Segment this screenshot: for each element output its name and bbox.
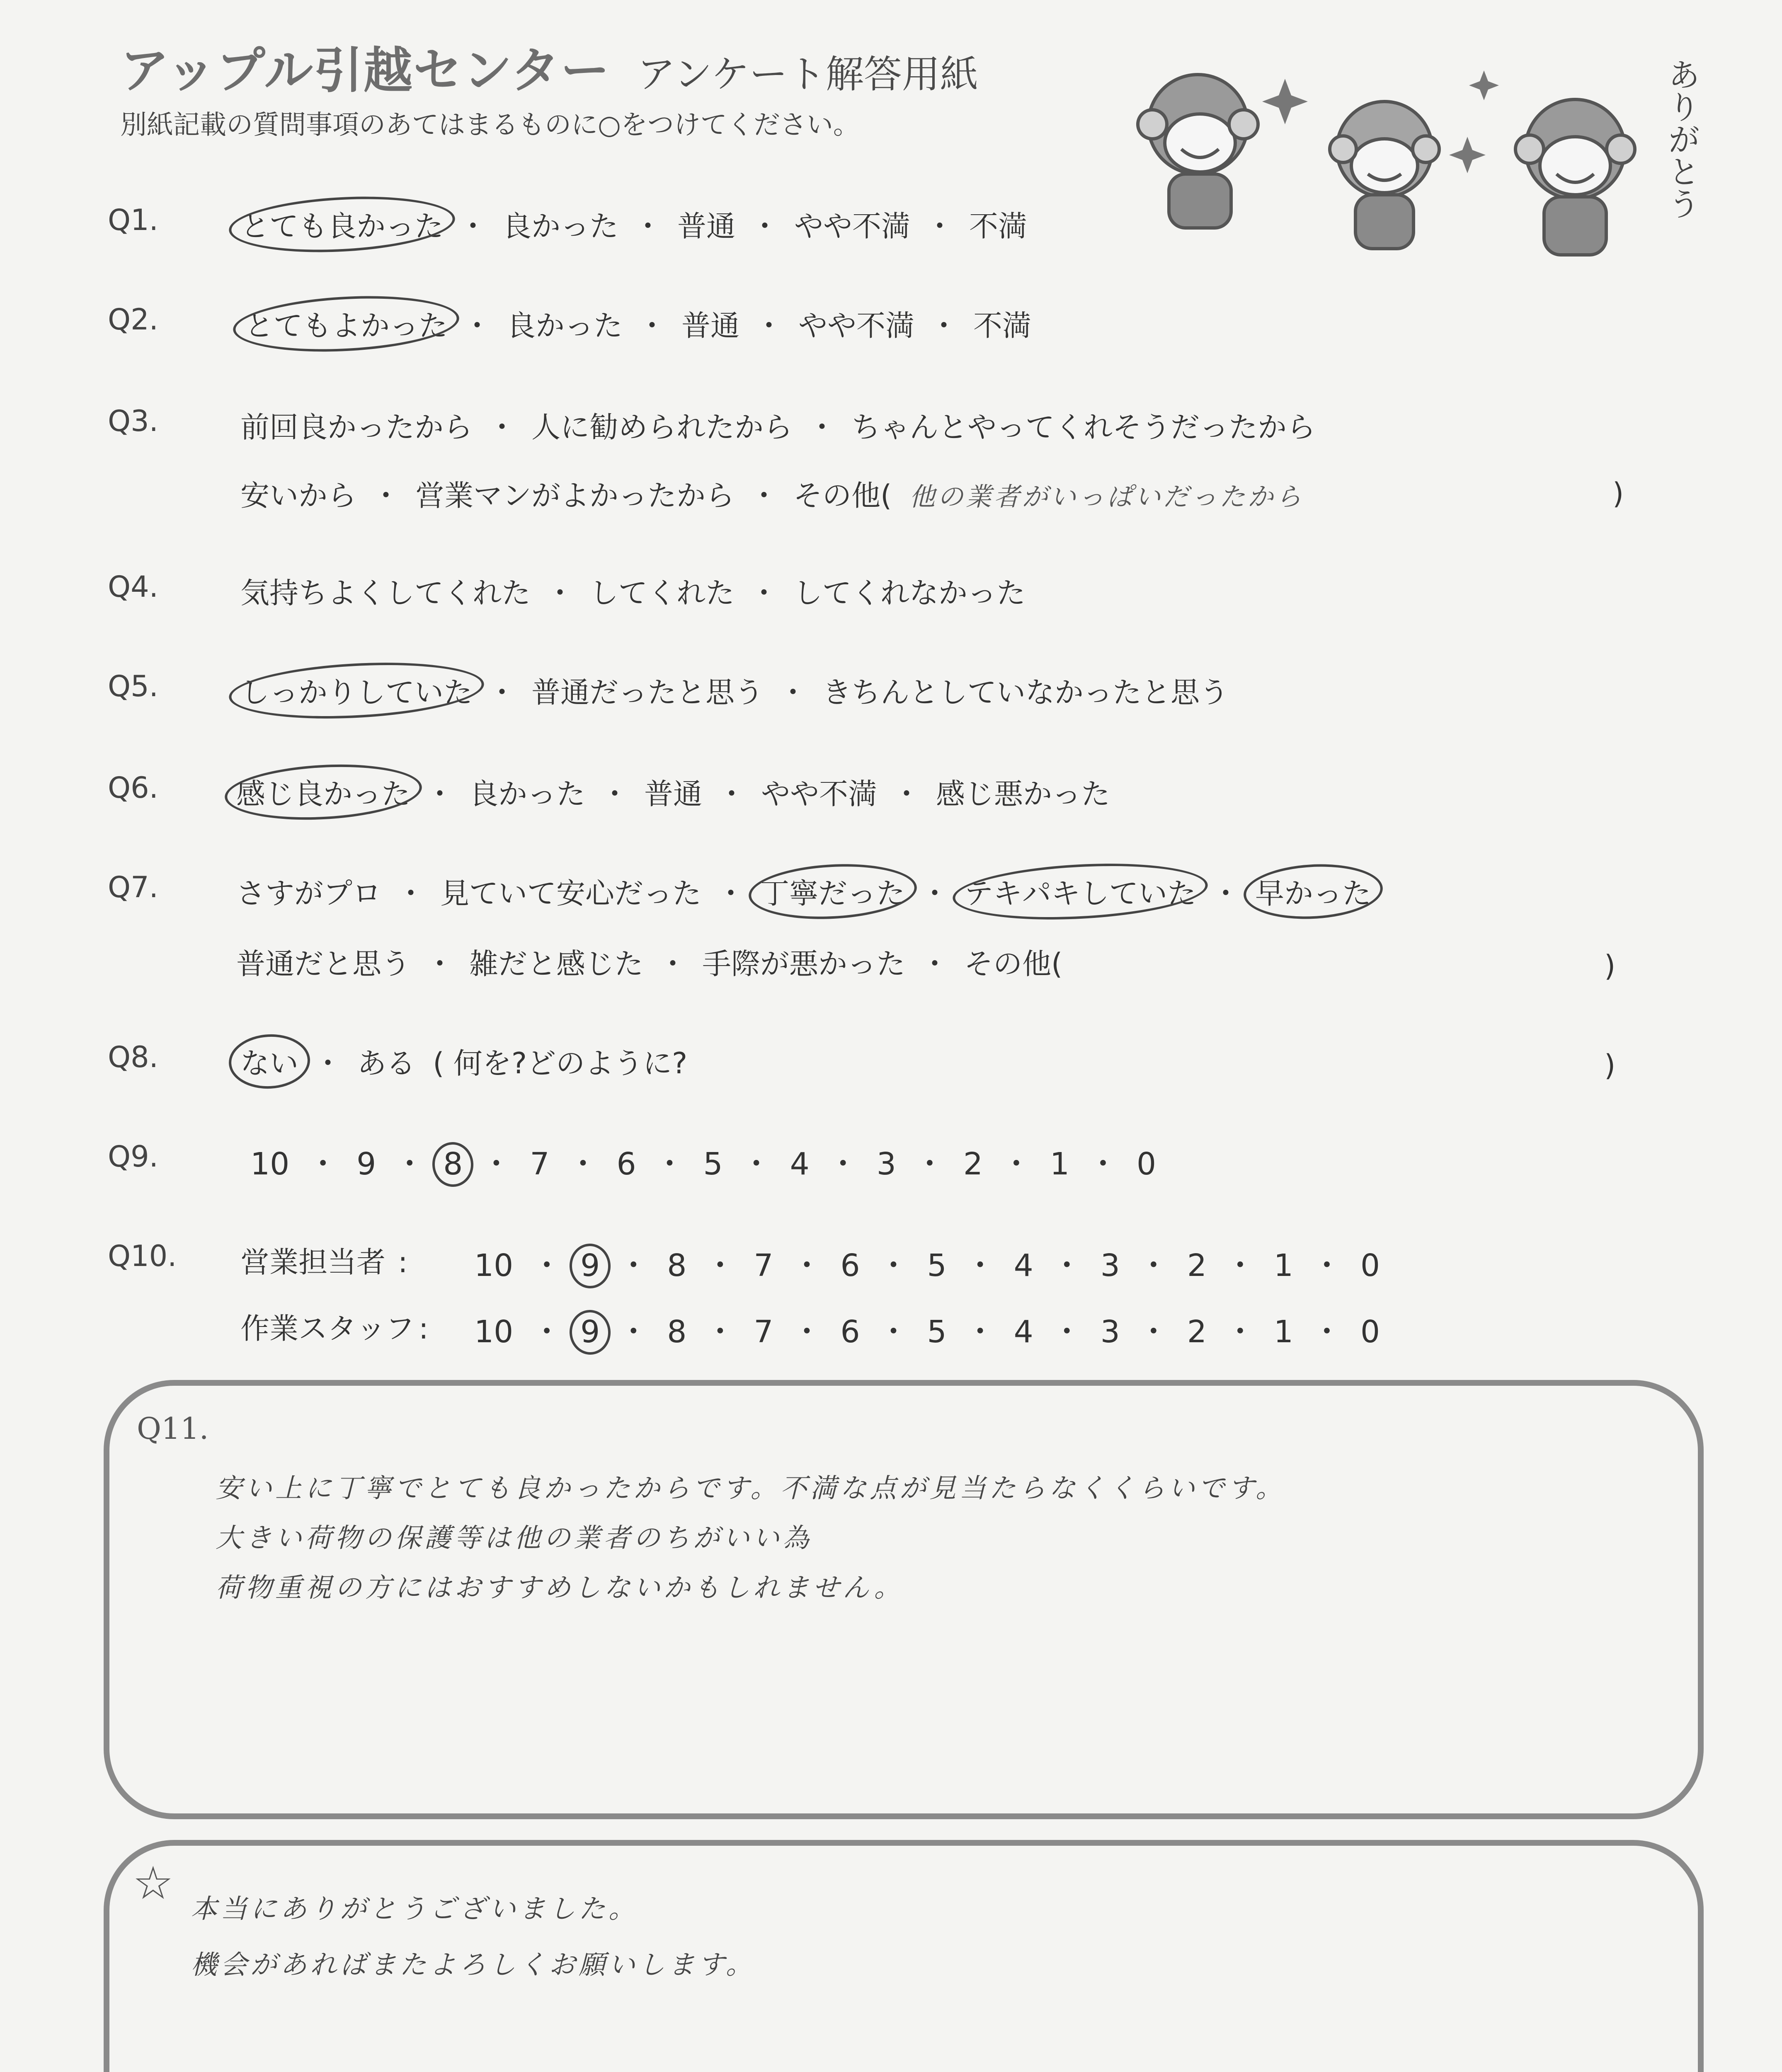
q1-option-4[interactable]: やや不満 bbox=[794, 209, 910, 243]
q10-sales-score-4[interactable]: 4 bbox=[1013, 1248, 1033, 1283]
q11-answer-line-1: 安い上に丁寧でとても良かったからです。不満な点が見当たらなくくらいです。 bbox=[216, 1473, 1286, 1504]
q7-options-line1: さすがプロ ・ 見ていて安心だった ・ 丁寧だった ・ テキパキしていた ・ 早かった bbox=[236, 870, 1371, 912]
q3-option-5[interactable]: 営業マンがよかったから bbox=[415, 479, 735, 513]
q5-option-2[interactable]: 普通だったと思う bbox=[531, 675, 764, 709]
q3-options-line2: 安いから ・ 営業マンがよかったから ・ その他( 他の業者がいっぱいだったから bbox=[240, 472, 1304, 514]
q6-option-4[interactable]: やや不満 bbox=[761, 777, 877, 811]
q8-option-1[interactable]: ない bbox=[240, 1040, 298, 1082]
q1-label: Q1. bbox=[108, 203, 158, 237]
q11-answer-line-3: 荷物重視の方にはおすすめしないかもしれません。 bbox=[216, 1573, 904, 1603]
q7-option-8[interactable]: 手際が悪かった bbox=[702, 947, 905, 981]
q7-option-2[interactable]: 見ていて安心だった bbox=[440, 876, 701, 910]
q6-label: Q6. bbox=[108, 771, 158, 805]
q7-option-5[interactable]: 早かった bbox=[1255, 870, 1371, 912]
q4-option-3[interactable]: してくれなかった bbox=[793, 576, 1026, 610]
q2-options: とてもよかった ・ 良かった ・ 普通 ・ やや不満 ・ 不満 bbox=[245, 303, 1031, 344]
q10-sales-scale: 10 ・ 9 ・ 8 ・ 7 ・ 6 ・ 5 ・ 4 ・ 3 ・ 2 ・ 1 ・ 0 bbox=[473, 1241, 1382, 1285]
q11-answer-line-2: 大きい荷物の保護等は他の業者のちがいい為 bbox=[216, 1523, 812, 1554]
q8-label: Q8. bbox=[108, 1040, 158, 1074]
q10-staff-score-6[interactable]: 6 bbox=[840, 1314, 860, 1350]
q3-option-other[interactable]: その他( bbox=[793, 479, 892, 513]
q10-staff-score-3[interactable]: 3 bbox=[1100, 1314, 1120, 1350]
q1-options: とても良かった ・ 良かった ・ 普通 ・ やや不満 ・ 不満 bbox=[240, 203, 1027, 245]
q5-options: しっかりしていた ・ 普通だったと思う ・ きちんとしていなかったと思う bbox=[240, 669, 1229, 711]
q9-score-4[interactable]: 4 bbox=[790, 1146, 810, 1182]
q2-option-3[interactable]: 普通 bbox=[681, 309, 739, 343]
q6-options: 感じ良かった ・ 良かった ・ 普通 ・ やや不満 ・ 感じ悪かった bbox=[236, 771, 1110, 813]
company-title: アップル引越センター bbox=[120, 42, 611, 99]
q8-option-2[interactable]: ある bbox=[357, 1046, 415, 1080]
q2-option-4[interactable]: やや不満 bbox=[798, 309, 914, 343]
q11-label: Q11. bbox=[137, 1411, 209, 1446]
q10-staff-score-9[interactable]: 9 bbox=[579, 1314, 601, 1350]
q7-option-1[interactable]: さすがプロ bbox=[236, 876, 381, 910]
q3-close-paren: ) bbox=[1612, 477, 1624, 511]
q8-close-paren: ) bbox=[1604, 1048, 1616, 1082]
q9-score-1[interactable]: 1 bbox=[1050, 1146, 1070, 1182]
q10-label: Q10. bbox=[108, 1239, 177, 1273]
q10-sales-score-8[interactable]: 8 bbox=[667, 1248, 687, 1283]
q9-score-3[interactable]: 3 bbox=[876, 1146, 896, 1182]
selection-circle bbox=[1242, 861, 1384, 922]
q2-option-1[interactable]: とてもよかった bbox=[245, 303, 448, 344]
q4-label: Q4. bbox=[108, 570, 158, 604]
selection-circle bbox=[228, 657, 485, 724]
q1-option-3[interactable]: 普通 bbox=[677, 209, 735, 243]
q2-label: Q2. bbox=[108, 303, 158, 336]
q10-staff-score-5[interactable]: 5 bbox=[927, 1314, 947, 1350]
q5-label: Q5. bbox=[108, 669, 158, 703]
q6-option-3[interactable]: 普通 bbox=[644, 777, 702, 811]
selection-circle bbox=[568, 1309, 612, 1356]
q3-other-answer[interactable]: 他の業者がいっぱいだったから bbox=[909, 482, 1304, 512]
q10-staff-score-8[interactable]: 8 bbox=[667, 1314, 687, 1350]
q10-sales-score-6[interactable]: 6 bbox=[840, 1248, 860, 1283]
q10-sales-score-1[interactable]: 1 bbox=[1273, 1248, 1294, 1283]
q10-sales-label: 営業担当者 : bbox=[240, 1245, 408, 1279]
q9-label: Q9. bbox=[108, 1140, 158, 1174]
form-subtitle: アンケート解答用紙 bbox=[637, 52, 978, 97]
q4-option-2[interactable]: してくれた bbox=[589, 576, 735, 610]
q3-option-1[interactable]: 前回良かったから bbox=[240, 410, 473, 444]
instruction-text: 別紙記載の質問事項のあてはまるものに○をつけてください。 bbox=[120, 110, 860, 140]
monkey-mascots-icon bbox=[1127, 54, 1691, 269]
selection-circle bbox=[223, 760, 423, 825]
q10-sales-score-2[interactable]: 2 bbox=[1187, 1248, 1207, 1283]
q10-staff-scale: 10 ・ 9 ・ 8 ・ 7 ・ 6 ・ 5 ・ 4 ・ 3 ・ 2 ・ 1 ・ 0 bbox=[473, 1307, 1382, 1351]
q10-staff-score-0[interactable]: 0 bbox=[1360, 1314, 1380, 1350]
q7-label: Q7. bbox=[108, 870, 158, 904]
selection-circle bbox=[228, 191, 456, 257]
selection-circle bbox=[747, 860, 918, 923]
q9-score-8[interactable]: 8 bbox=[441, 1146, 464, 1182]
q10-staff-score-4[interactable]: 4 bbox=[1013, 1314, 1033, 1350]
q7-option-4[interactable]: テキパキしていた bbox=[964, 870, 1196, 912]
q7-close-paren: ) bbox=[1604, 949, 1616, 983]
star-icon: ☆ bbox=[133, 1857, 174, 1910]
q4-option-1[interactable]: 気持ちよくしてくれた bbox=[240, 576, 531, 610]
q1-option-2[interactable]: 良かった bbox=[502, 209, 618, 243]
message-line-2: 機会があればまたよろしくお願いします。 bbox=[191, 1950, 756, 1980]
q10-sales-score-5[interactable]: 5 bbox=[927, 1248, 947, 1283]
q9-score-10[interactable]: 10 bbox=[250, 1146, 290, 1182]
q3-option-4[interactable]: 安いから bbox=[240, 479, 356, 513]
q5-option-3[interactable]: きちんとしていなかったと思う bbox=[822, 675, 1229, 709]
q7-options-line2: 普通だと思う ・ 雑だと感じた ・ 手際が悪かった ・ その他( bbox=[236, 941, 1062, 983]
q10-staff-label: 作業スタッフ : bbox=[240, 1312, 429, 1346]
q4-options: 気持ちよくしてくれた ・ してくれた ・ してくれなかった bbox=[240, 570, 1026, 612]
q2-option-5[interactable]: 不満 bbox=[973, 309, 1031, 343]
q8-options: ない ・ ある ( 何を?どのように? bbox=[240, 1040, 687, 1082]
selection-circle bbox=[228, 1032, 312, 1091]
message-line-1: 本当にありがとうございました。 bbox=[191, 1894, 638, 1924]
q9-score-2[interactable]: 2 bbox=[963, 1146, 983, 1182]
q10-staff-score-2[interactable]: 2 bbox=[1187, 1314, 1207, 1350]
q7-option-other[interactable]: その他( bbox=[964, 947, 1063, 981]
q7-option-3[interactable]: 丁寧だった bbox=[760, 870, 905, 912]
thank-you-text: ありがとう bbox=[1663, 58, 1700, 220]
q1-option-1[interactable]: とても良かった bbox=[240, 203, 444, 245]
selection-circle bbox=[951, 858, 1209, 925]
q3-label: Q3. bbox=[108, 404, 158, 438]
header bbox=[120, 31, 978, 102]
q5-option-1[interactable]: しっかりしていた bbox=[240, 669, 473, 711]
q10-sales-score-9[interactable]: 9 bbox=[579, 1248, 601, 1283]
q1-option-5[interactable]: 不満 bbox=[969, 209, 1027, 243]
q3-options-line1: 前回良かったから ・ 人に勧められたから ・ ちゃんとやってくれそうだったから bbox=[240, 404, 1316, 446]
q10-staff-score-10[interactable]: 10 bbox=[474, 1314, 514, 1350]
q3-option-2[interactable]: 人に勧められたから bbox=[531, 410, 793, 444]
q6-option-2[interactable]: 良かった bbox=[469, 777, 585, 811]
q8-prompt: ( 何を?どのように? bbox=[433, 1046, 688, 1080]
selection-circle bbox=[568, 1242, 612, 1289]
q2-option-2[interactable]: 良かった bbox=[507, 309, 623, 343]
selection-circle bbox=[232, 291, 461, 357]
q9-score-6[interactable]: 6 bbox=[616, 1146, 636, 1182]
q10-sales-score-3[interactable]: 3 bbox=[1100, 1248, 1120, 1283]
q7-option-7[interactable]: 雑だと感じた bbox=[469, 947, 643, 981]
q10-sales-score-10[interactable]: 10 bbox=[474, 1248, 514, 1283]
q6-option-1[interactable]: 感じ良かった bbox=[236, 771, 410, 813]
q9-score-9[interactable]: 9 bbox=[356, 1146, 376, 1182]
q10-sales-score-0[interactable]: 0 bbox=[1360, 1248, 1380, 1283]
selection-circle bbox=[432, 1141, 475, 1188]
q10-staff-score-7[interactable]: 7 bbox=[754, 1314, 773, 1350]
q3-option-3[interactable]: ちゃんとやってくれそうだったから bbox=[851, 410, 1316, 444]
q6-option-5[interactable]: 感じ悪かった bbox=[936, 777, 1110, 811]
q10-staff-score-1[interactable]: 1 bbox=[1273, 1314, 1294, 1350]
q9-score-5[interactable]: 5 bbox=[703, 1146, 723, 1182]
q7-option-6[interactable]: 普通だと思う bbox=[236, 947, 410, 981]
q9-score-0[interactable]: 0 bbox=[1137, 1146, 1156, 1182]
q10-sales-score-7[interactable]: 7 bbox=[754, 1248, 773, 1283]
q9-score-7[interactable]: 7 bbox=[530, 1146, 550, 1182]
q9-scale: 10 ・ 9 ・ 8 ・ 7 ・ 6 ・ 5 ・ 4 ・ 3 ・ 2 ・ 1 ・ 0 bbox=[249, 1140, 1158, 1184]
